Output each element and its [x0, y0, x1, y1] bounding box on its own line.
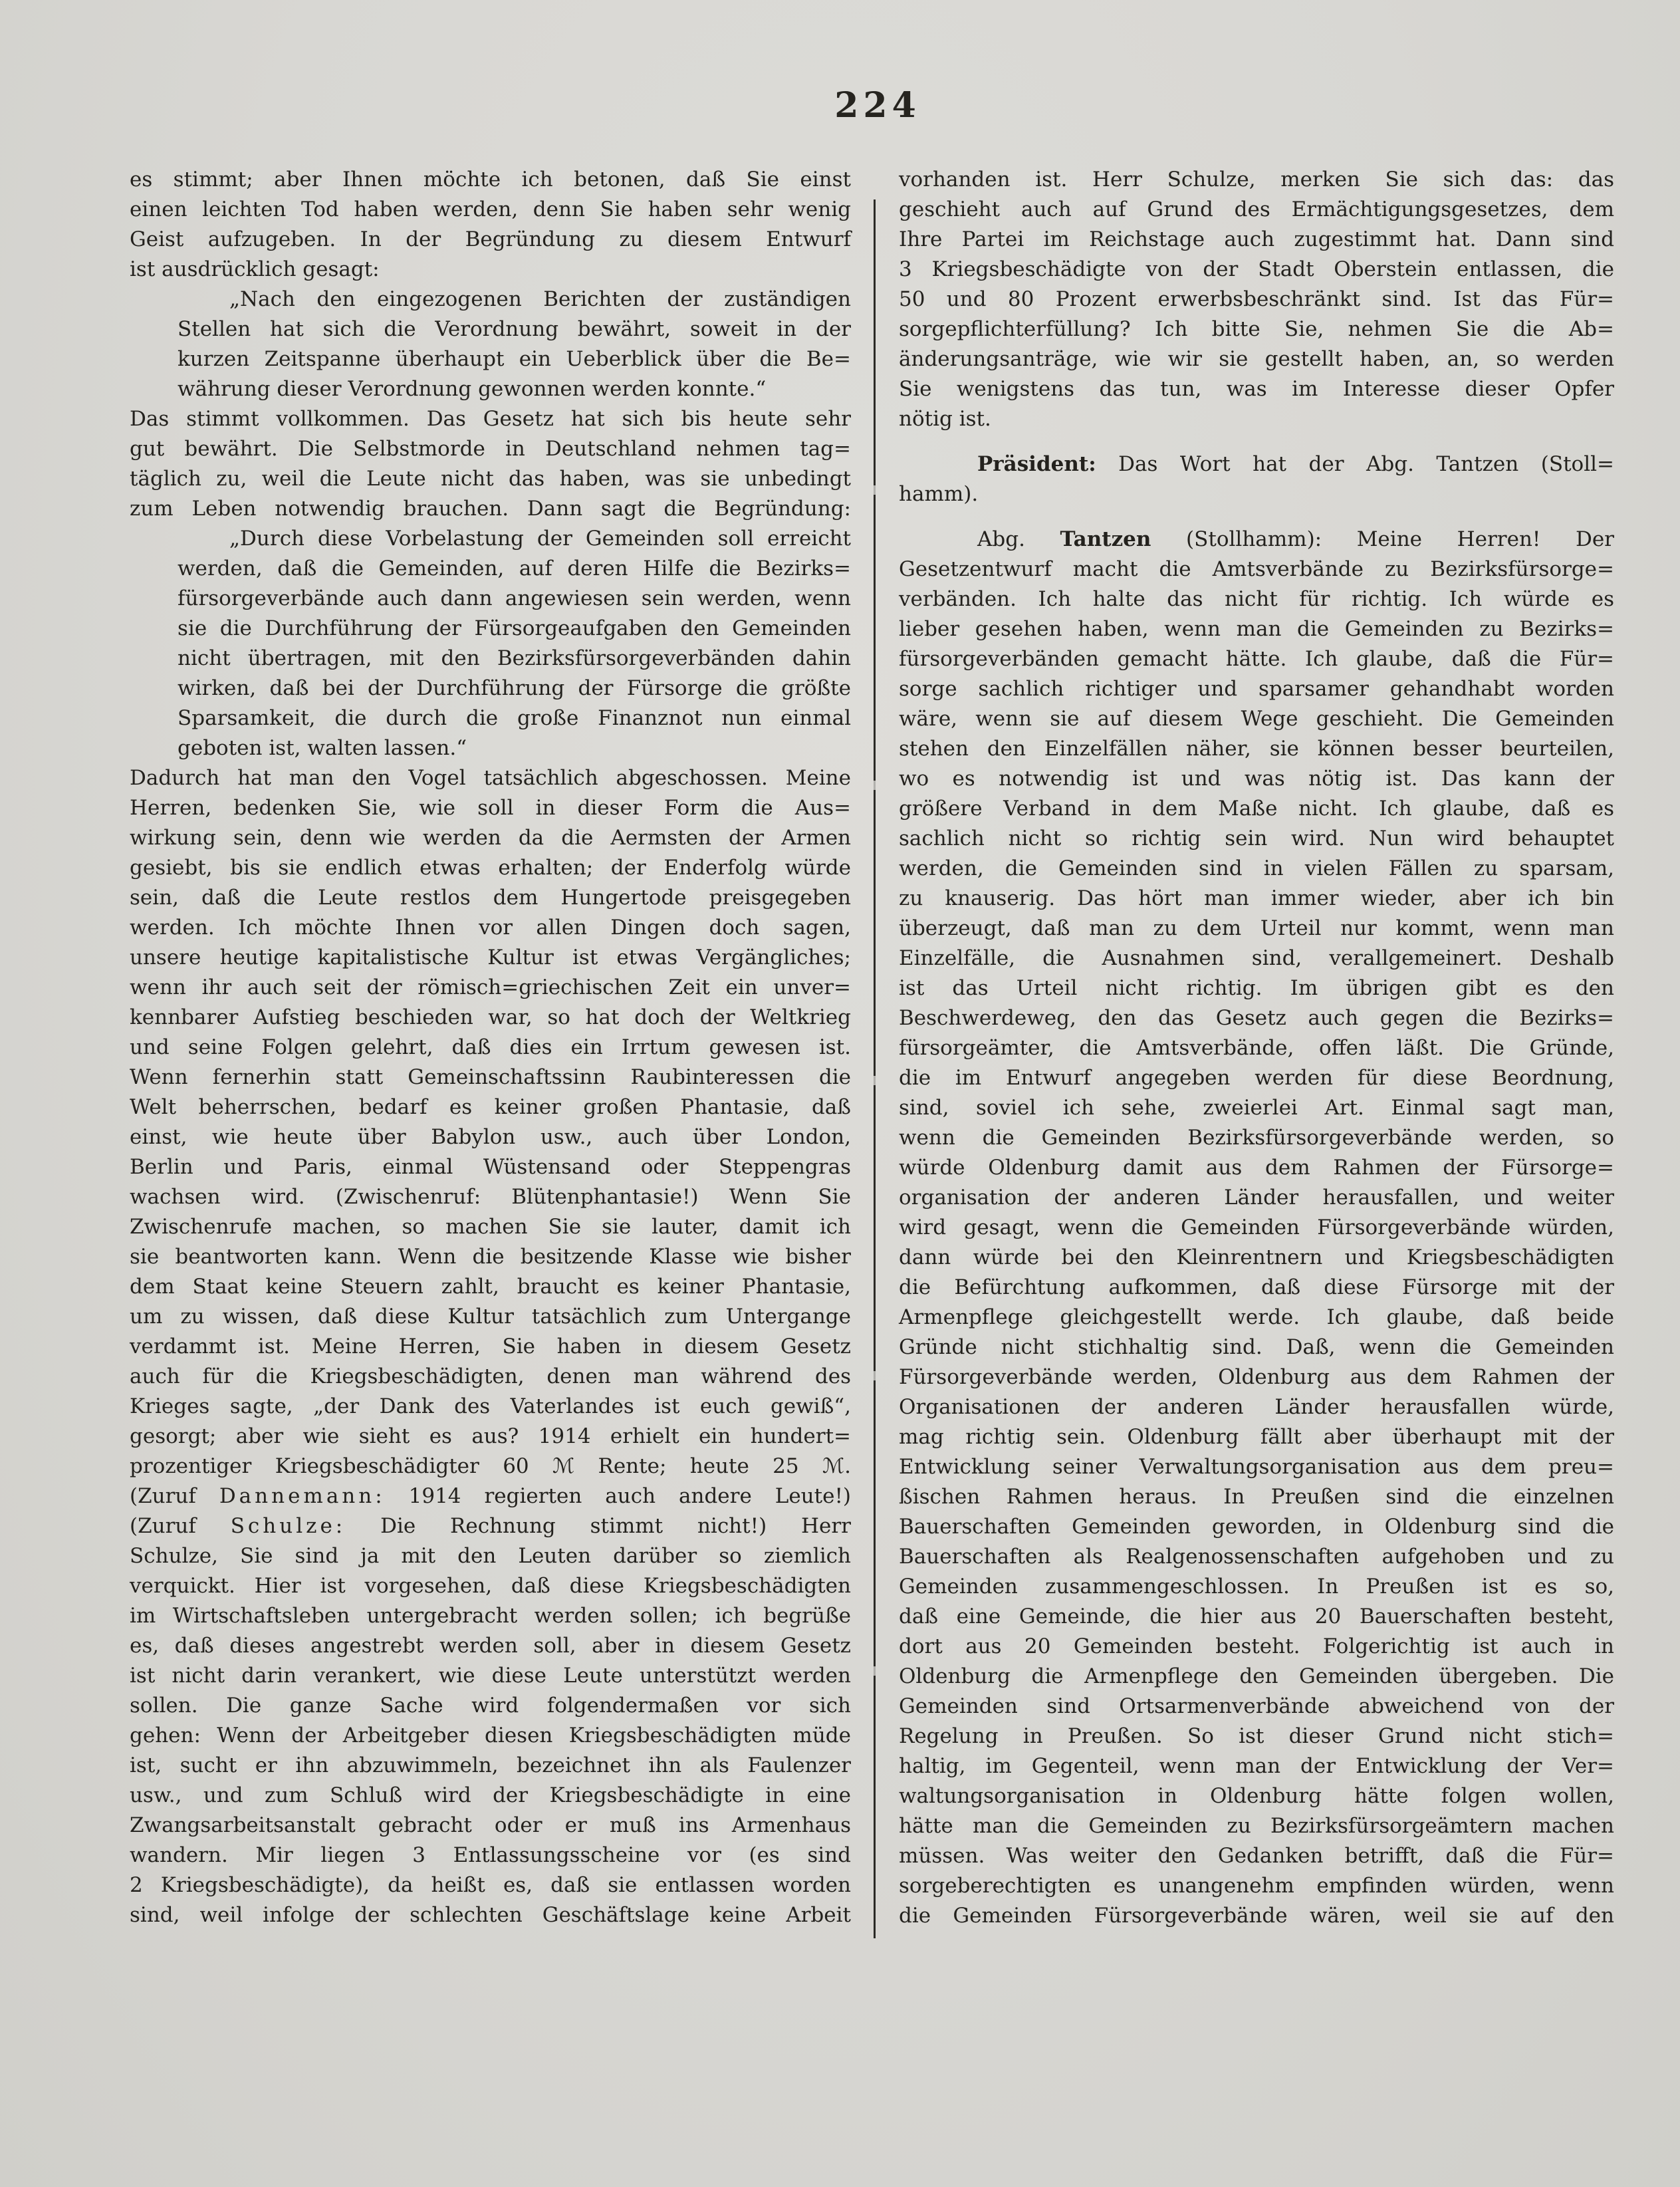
text-line — [130, 315, 851, 344]
text-line — [899, 1273, 1614, 1303]
text-run: haltig, im Gegenteil, wenn man der Entwicklung der Ver= — [899, 1754, 1614, 1778]
text-run: kennbarer Aufstieg beschieden war, so hat doch der Weltkrieg — [130, 1005, 851, 1029]
text-run: unsere heutige kapitalistische Kultur ist etwas Vergängliches; — [130, 946, 851, 969]
text-line — [130, 1182, 851, 1212]
text-run: sorgepflichterfüllung? Ich bitte Sie, nehmen Sie die Ab= — [899, 317, 1614, 341]
text-run: Stellen hat sich die Verordnung bewährt, soweit in der — [178, 317, 851, 341]
text-line — [899, 479, 1614, 509]
text-run: verbänden. Ich halte das nicht für richtig. Ich würde es — [899, 587, 1614, 611]
text-line — [130, 1601, 851, 1631]
text-run: Fürsorgeverbände werden, Oldenburg aus dem Rahmen der — [899, 1365, 1614, 1389]
text-run: daß eine Gemeinde, die hier aus 20 Bauerschaften besteht, — [899, 1605, 1614, 1628]
text-line — [130, 1571, 851, 1601]
text-line — [130, 1481, 851, 1511]
text-line — [899, 914, 1614, 944]
text-run: gehen: Wenn der Arbeitgeber diesen Kriegsbeschädigten müde — [130, 1724, 851, 1747]
text-line — [130, 1063, 851, 1093]
text-run: fürsorgeämter, die Amtsverbände, offen läßt. Die Gründe, — [899, 1036, 1614, 1060]
text-line — [130, 763, 851, 793]
text-run: Zwangsarbeitsanstalt gebracht oder er muß ins Armenhaus — [130, 1813, 851, 1837]
text-line — [130, 943, 851, 973]
text-run: organisation der anderen Länder herausfallen, und weiter — [899, 1186, 1614, 1210]
text-line — [130, 1691, 851, 1721]
text-run: die im Entwurf angegeben werden für diese Beordnung, — [899, 1066, 1614, 1090]
text-line — [130, 1541, 851, 1571]
text-line — [899, 555, 1614, 584]
text-line — [899, 255, 1614, 285]
text-run: einst, wie heute über Babylon usw., auch über London, — [130, 1125, 851, 1149]
text-run: wäre, wenn sie auf diesem Wege geschieht. Die Gemeinden — [899, 707, 1614, 731]
text-run: würde Oldenburg damit aus dem Rahmen der Fürsorge= — [899, 1156, 1614, 1180]
text-run: es, daß dieses angestrebt werden soll, aber in diesem Gesetz — [130, 1634, 851, 1658]
text-run: vorhanden ist. Herr Schulze, merken Sie sich das: das — [899, 168, 1614, 192]
text-line — [130, 1511, 851, 1541]
text-run: Schulze: — [230, 1514, 346, 1538]
text-line — [899, 1333, 1614, 1362]
text-line — [130, 1811, 851, 1841]
text-line — [130, 1841, 851, 1870]
text-line — [899, 644, 1614, 674]
text-line — [899, 1183, 1614, 1213]
text-run: werden, daß die Gemeinden, auf deren Hilfe die Bezirks= — [178, 557, 851, 580]
text-run: Dannemann: — [219, 1484, 386, 1508]
text-run: dem Staat keine Steuern zahlt, braucht es keiner Phantasie, — [130, 1275, 851, 1299]
text-line — [899, 1033, 1614, 1063]
speaker-name: Präsident: — [977, 452, 1096, 476]
text-run: 2 Kriegsbeschädigte), da heißt es, daß sie entlassen worden — [130, 1873, 851, 1897]
text-run: Berlin und Paris, einmal Wüstensand oder Steppengras — [130, 1155, 851, 1179]
text-run: dort aus 20 Gemeinden besteht. Folgerichtig ist auch in — [899, 1634, 1614, 1658]
text-run: Regelung in Preußen. So ist dieser Grund nicht stich= — [899, 1724, 1614, 1748]
text-line — [899, 404, 1614, 434]
text-run: waltungsorganisation in Oldenburg hätte folgen wollen, — [899, 1784, 1614, 1808]
text-run: (Stollhamm): Meine Herren! Der — [1151, 527, 1614, 551]
text-line — [130, 494, 851, 524]
text-line — [899, 1243, 1614, 1273]
text-run: hätte man die Gemeinden zu Bezirksfürsorgeämtern machen — [899, 1814, 1614, 1838]
text-line — [899, 1452, 1614, 1482]
text-run: nötig ist. — [899, 407, 991, 431]
text-line — [899, 344, 1614, 374]
text-line — [899, 315, 1614, 344]
text-line — [899, 285, 1614, 315]
text-run: wachsen wird. (Zwischenruf: Blütenphantasie!) Wenn Sie — [130, 1185, 851, 1209]
text-line — [899, 165, 1614, 195]
text-run: um zu wissen, daß diese Kultur tatsächlich zum Untergange — [130, 1305, 851, 1329]
text-run: prozentiger Kriegsbeschädigter 60 ℳ Rente; heute 25 ℳ. — [130, 1454, 851, 1478]
text-line — [130, 1033, 851, 1063]
text-run: sollen. Die ganze Sache wird folgendermaßen vor sich — [130, 1694, 851, 1718]
text-run: im Wirtschaftsleben untergebracht werden sollen; ich begrüße — [130, 1604, 851, 1628]
text-line — [899, 1003, 1614, 1033]
text-run: stehen den Einzelfällen näher, sie können besser beurteilen, — [899, 737, 1614, 761]
text-line — [899, 1722, 1614, 1751]
page-number: 224 — [834, 85, 921, 126]
text-line — [130, 464, 851, 494]
text-line — [130, 973, 851, 1003]
text-run: müssen. Was weiter den Gedanken betrifft, daß die Für= — [899, 1844, 1614, 1868]
text-run: Zwischenrufe machen, so machen Sie sie lauter, damit ich — [130, 1215, 851, 1239]
text-run: verdammt ist. Meine Herren, Sie haben in diesem Gesetz — [130, 1335, 851, 1358]
text-run: Herren, bedenken Sie, wie soll in dieser Form die Aus= — [130, 796, 851, 820]
text-run: zum Leben notwendig brauchen. Dann sagt die Begründung: — [130, 497, 851, 521]
text-run: gut bewährt. Die Selbstmorde in Deutschland nehmen tag= — [130, 437, 851, 461]
text-run: sein, daß die Leute restlos dem Hungertode preisgegeben — [130, 886, 851, 910]
text-line — [899, 944, 1614, 973]
text-run: (Zuruf — [130, 1514, 231, 1538]
column-right — [899, 165, 1614, 1931]
text-run: gesorgt; aber wie sieht es aus? 1914 erhielt ein hundert= — [130, 1424, 851, 1448]
text-line — [899, 973, 1614, 1003]
text-line — [130, 524, 851, 554]
text-run: Organisationen der anderen Länder herausfallen würde, — [899, 1395, 1614, 1419]
text-run: verquickt. Hier ist vorgesehen, daß diese Kriegsbeschädigten — [130, 1574, 851, 1598]
text-run: Gründe nicht stichhaltig sind. Daß, wenn die Gemeinden — [899, 1335, 1614, 1359]
text-line — [130, 1272, 851, 1302]
text-run: werden. Ich möchte Ihnen vor allen Dingen doch sagen, — [130, 916, 851, 940]
text-line — [899, 674, 1614, 704]
column-left — [130, 165, 851, 1930]
text-line — [130, 644, 851, 674]
text-line — [130, 823, 851, 853]
text-run: Armenpflege gleichgestellt werde. Ich glaube, daß beide — [899, 1305, 1614, 1329]
text-line — [899, 1692, 1614, 1722]
text-line — [130, 674, 851, 704]
text-run: Bauerschaften als Realgenossenschaften aufgehoben und zu — [899, 1545, 1614, 1569]
text-run: wirken, daß bei der Durchführung der Fürsorge die größte — [178, 676, 851, 700]
text-line — [899, 1602, 1614, 1632]
text-run: Die Rechnung stimmt nicht!) Herr — [346, 1514, 851, 1538]
text-line — [130, 1631, 851, 1661]
text-run: Sie wenigstens das tun, was im Interesse dieser Opfer — [899, 377, 1614, 401]
text-line — [899, 1422, 1614, 1452]
text-run: und seine Folgen gelehrt, daß dies ein Irrtum gewesen ist. — [130, 1035, 851, 1059]
text-run: „Durch diese Vorbelastung der Gemeinden soll erreicht — [229, 527, 851, 551]
text-run: dann würde bei den Kleinrentnern und Kriegsbeschädigten — [899, 1245, 1614, 1269]
text-line — [899, 1512, 1614, 1542]
text-line — [899, 1153, 1614, 1183]
text-line — [899, 1781, 1614, 1811]
text-line — [899, 1482, 1614, 1512]
text-line — [130, 913, 851, 943]
text-run: 3 Kriegsbeschädigte von der Stadt Oberstein entlassen, die — [899, 257, 1614, 281]
text-line — [130, 793, 851, 823]
text-line — [130, 1721, 851, 1751]
text-run: sind, weil infolge der schlechten Geschäftslage keine Arbeit — [130, 1903, 851, 1927]
text-line — [130, 344, 851, 374]
text-line — [130, 285, 851, 315]
text-line — [130, 614, 851, 644]
text-line — [130, 1661, 851, 1691]
text-run: nicht übertragen, mit den Bezirksfürsorgeverbänden dahin — [178, 646, 851, 670]
text-run: zu knauserig. Das hört man immer wieder, aber ich bin — [899, 886, 1614, 910]
text-run: ist, sucht er ihn abzuwimmeln, bezeichnet ihn als Faulenzer — [130, 1753, 851, 1777]
text-line — [899, 525, 1614, 555]
text-run: Entwicklung seiner Verwaltungsorganisation aus dem preu= — [899, 1455, 1614, 1479]
text-line — [130, 165, 851, 195]
text-run: Beschwerdeweg, den das Gesetz auch gegen die Bezirks= — [899, 1006, 1614, 1030]
text-line — [899, 1871, 1614, 1901]
text-run: Das Wort hat der Abg. Tantzen (Stoll= — [1096, 452, 1614, 476]
text-run: Geist aufzugeben. In der Begründung zu diesem Entwurf — [130, 227, 851, 251]
text-line — [899, 794, 1614, 824]
text-run: geschieht auch auf Grund des Ermächtigungsgesetzes, dem — [899, 197, 1614, 221]
text-line — [899, 1213, 1614, 1243]
text-line — [130, 1392, 851, 1422]
text-line — [899, 1392, 1614, 1422]
text-run: ist das Urteil nicht richtig. Im übrigen gibt es den — [899, 976, 1614, 1000]
text-run: 1914 regierten auch andere Leute!) — [385, 1484, 851, 1508]
text-run: „Nach den eingezogenen Berichten der zuständigen — [229, 287, 851, 311]
text-line — [130, 195, 851, 225]
text-line — [130, 1242, 851, 1272]
text-line — [130, 1093, 851, 1122]
text-line — [899, 1572, 1614, 1602]
text-run: Ihre Partei im Reichstage auch zugestimmt hat. Dann sind — [899, 227, 1614, 251]
text-run: wenn ihr auch seit der römisch=griechischen Zeit ein unver= — [130, 975, 851, 999]
text-line — [130, 1751, 851, 1781]
text-line — [899, 1542, 1614, 1572]
text-run: fürsorgeverbänden gemacht hätte. Ich glaube, daß die Für= — [899, 647, 1614, 671]
text-run: Dadurch hat man den Vogel tatsächlich abgeschossen. Meine — [130, 766, 851, 790]
text-line — [130, 554, 851, 584]
text-run: Wenn fernerhin statt Gemeinschaftssinn Raubinteressen die — [130, 1065, 851, 1089]
text-line — [899, 584, 1614, 614]
text-run: ist ausdrücklich gesagt: — [130, 257, 380, 281]
text-run: sie beantworten kann. Wenn die besitzende Klasse wie bisher — [130, 1245, 851, 1269]
text-line — [899, 1303, 1614, 1333]
text-line — [130, 1122, 851, 1152]
text-run: sie die Durchführung der Fürsorgeaufgaben den Gemeinden — [178, 616, 851, 640]
text-run: Welt beherrschen, bedarf es keiner großen Phantasie, daß — [130, 1095, 851, 1119]
text-run: wird gesagt, wenn die Gemeinden Fürsorgeverbände würden, — [899, 1216, 1614, 1239]
text-line — [899, 734, 1614, 764]
text-run: ist nicht darin verankert, wie diese Leute unterstützt werden — [130, 1664, 851, 1688]
text-line — [899, 704, 1614, 734]
text-line — [130, 255, 851, 285]
text-run: wirkung sein, denn wie werden da die Aermsten der Armen — [130, 826, 851, 850]
text-line — [130, 853, 851, 883]
text-run: sachlich nicht so richtig sein wird. Nun wird behauptet — [899, 827, 1614, 850]
text-line — [899, 764, 1614, 794]
text-line — [899, 374, 1614, 404]
text-run: 50 und 80 Prozent erwerbsbeschränkt sind. Ist das Für= — [899, 287, 1614, 311]
text-run: mag richtig sein. Oldenburg fällt aber überhaupt mit der — [899, 1425, 1614, 1449]
text-line — [130, 1302, 851, 1332]
text-run: Das stimmt vollkommen. Das Gesetz hat sich bis heute sehr — [130, 407, 851, 431]
text-run: lieber gesehen haben, wenn man die Gemeinden zu Bezirks= — [899, 617, 1614, 641]
text-run: usw., und zum Schluß wird der Kriegsbeschädigte in eine — [130, 1783, 851, 1807]
text-line — [899, 1901, 1614, 1931]
text-line — [130, 404, 851, 434]
text-line — [130, 1781, 851, 1811]
text-line — [130, 883, 851, 913]
text-line — [130, 434, 851, 464]
text-line — [130, 225, 851, 255]
text-line — [899, 195, 1614, 225]
text-run: ßischen Rahmen heraus. In Preußen sind die einzelnen — [899, 1485, 1614, 1509]
text-run: wo es notwendig ist und was nötig ist. Das kann der — [899, 767, 1614, 791]
text-line — [899, 1093, 1614, 1123]
text-run: überzeugt, daß man zu dem Urteil nur kommt, wenn man — [899, 916, 1614, 940]
text-line — [899, 824, 1614, 854]
text-run: fürsorgeverbände auch dann angewiesen sein werden, wenn — [178, 586, 851, 610]
text-line — [899, 1662, 1614, 1692]
text-run: auch für die Kriegsbeschädigten, denen man während des — [130, 1364, 851, 1388]
text-line — [899, 884, 1614, 914]
text-run: Abg. — [977, 527, 1060, 551]
text-run: gesiebt, bis sie endlich etwas erhalten; der Enderfolg würde — [130, 856, 851, 880]
text-line — [899, 1362, 1614, 1392]
text-line — [899, 614, 1614, 644]
text-line — [130, 1870, 851, 1900]
text-line — [130, 1212, 851, 1242]
text-line — [899, 1841, 1614, 1871]
text-run: es stimmt; aber Ihnen möchte ich betonen, daß Sie einst — [130, 168, 851, 192]
text-run: sind, soviel ich sehe, zweierlei Art. Einmal sagt man, — [899, 1096, 1614, 1120]
text-run: sorge sachlich richtiger und sparsamer gehandhabt worden — [899, 677, 1614, 701]
text-line — [130, 1900, 851, 1930]
text-line — [130, 1003, 851, 1033]
text-run: Oldenburg die Armenpflege den Gemeinden übergeben. Die — [899, 1664, 1614, 1688]
text-run: größere Verband in dem Maße nicht. Ich glaube, daß es — [899, 797, 1614, 821]
text-run: Schulze, Sie sind ja mit den Leuten darüber so ziemlich — [130, 1544, 851, 1568]
text-line — [130, 1452, 851, 1481]
column-divider-rule — [874, 199, 876, 1938]
text-run: (Zuruf — [130, 1484, 219, 1508]
text-line — [899, 854, 1614, 884]
text-line — [130, 1422, 851, 1452]
text-run: die Befürchtung aufkommen, daß diese Fürsorge mit der — [899, 1275, 1614, 1299]
text-line — [130, 584, 851, 614]
text-run: täglich zu, weil die Leute nicht das haben, was sie unbedingt — [130, 467, 851, 491]
text-run: einen leichten Tod haben werden, denn Sie haben sehr wenig — [130, 197, 851, 221]
text-run: Einzelfälle, die Ausnahmen sind, verallgemeinert. Deshalb — [899, 946, 1614, 970]
text-run: die Gemeinden Fürsorgeverbände wären, weil sie auf den — [899, 1904, 1614, 1928]
text-line — [899, 450, 1614, 479]
text-run: wandern. Mir liegen 3 Entlassungsscheine vor (es sind — [130, 1843, 851, 1867]
text-run: sorgeberechtigten es unangenehm empfinden würden, wenn — [899, 1874, 1614, 1898]
text-run: Sparsamkeit, die durch die große Finanznot nun einmal — [178, 706, 851, 730]
text-line — [899, 225, 1614, 255]
text-line — [130, 374, 851, 404]
text-line — [130, 704, 851, 733]
text-run: Bauerschaften Gemeinden geworden, in Oldenburg sind die — [899, 1515, 1614, 1539]
text-run: hamm). — [899, 482, 979, 506]
text-run: Gemeinden zusammengeschlossen. In Preußen ist es so, — [899, 1575, 1614, 1599]
text-run: Gemeinden sind Ortsarmenverbände abweichend von der — [899, 1694, 1614, 1718]
text-line — [899, 1632, 1614, 1662]
text-line — [899, 1123, 1614, 1153]
text-run: änderungsanträge, wie wir sie gestellt haben, an, so werden — [899, 347, 1614, 371]
text-run: währung dieser Verordnung gewonnen werden konnte.“ — [178, 377, 767, 401]
text-line — [899, 1811, 1614, 1841]
text-run: kurzen Zeitspanne überhaupt ein Ueberblick über die Be= — [178, 347, 851, 371]
text-run: werden, die Gemeinden sind in vielen Fällen zu sparsam, — [899, 856, 1614, 880]
text-line — [130, 1362, 851, 1392]
speaker-name: Tantzen — [1060, 527, 1151, 551]
text-line — [130, 733, 851, 763]
text-run: wenn die Gemeinden Bezirksfürsorgeverbände werden, so — [899, 1126, 1614, 1150]
text-line — [130, 1332, 851, 1362]
text-run: Krieges sagte, „der Dank des Vaterlandes ist euch gewiß“, — [130, 1394, 851, 1418]
text-run: Gesetzentwurf macht die Amtsverbände zu Bezirksfürsorge= — [899, 557, 1614, 581]
text-line — [899, 1063, 1614, 1093]
text-line — [130, 1152, 851, 1182]
text-run: geboten ist, walten lassen.“ — [178, 736, 467, 760]
text-line — [899, 1751, 1614, 1781]
